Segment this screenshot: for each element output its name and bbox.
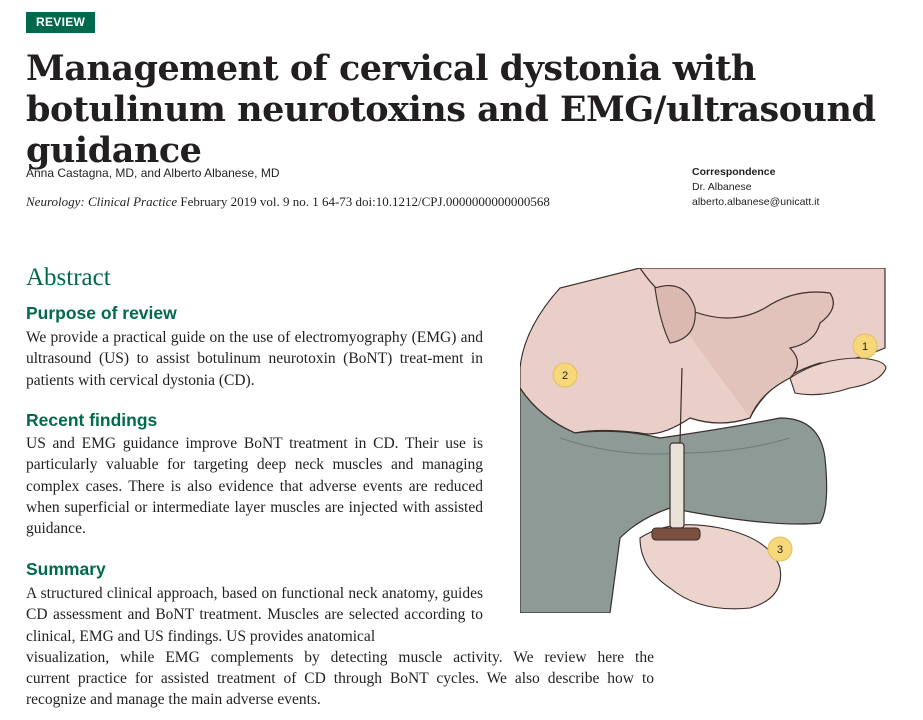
purpose-heading: Purpose of review [26,303,177,323]
citation-details: February 2019 vol. 9 no. 1 64-73 doi:10.1212/CPJ.0000000000000568 [177,194,550,209]
abstract-heading: Abstract [26,264,111,291]
article-title: Management of cervical dystonia with botulinum neurotoxins and EMG/ultrasound guidance [26,48,876,171]
findings-heading: Recent findings [26,410,158,430]
marker-1-label: 1 [861,341,869,353]
summary-heading: Summary [26,559,106,579]
purpose-text: We provide a practical guide on the use of electromyography (EMG) and ultrasound (US) to assist botulinum neurotoxin (BoNT) treat-ment in patients with cervical dystonia (CD). [26,329,483,389]
syringe-barrel [670,443,684,528]
correspondence-heading: Correspondence [692,166,776,178]
injection-illustration [520,268,890,613]
article-type-badge: REVIEW [26,12,95,33]
summary-text: A structured clinical approach, based on functional neck anatomy, guides CD assessment and BoNT treatment. Muscles are selected according to clinical, EMG and US findings. US provides anatomical [26,585,483,645]
journal-name: Neurology: Clinical Practice [26,194,178,209]
marker-3-label: 3 [776,544,784,556]
correspondence-email[interactable]: alberto.albanese@unicatt.it [692,196,820,208]
summary-line: current practice for assisted treatment of CD through BoNT cycles. We also describe how to [26,670,654,687]
correspondence-block [692,165,819,210]
syringe-plunger [652,528,700,540]
summary-line: visualization, while EMG complements by detecting muscle activity. We review here the [26,649,654,666]
summary-line: recognize and manage the main adverse events. [26,691,321,708]
findings-text: US and EMG guidance improve BoNT treatment in CD. Their use is particularly valuable for targeting deep neck muscles and managing complex cases. There is also evidence that adverse events are reduced when superficial or intermediate layer muscles are injected with assisted guidance. [26,435,483,538]
marker-2-label: 2 [561,370,569,382]
author-list: Anna Castagna, MD, and Alberto Albanese, MD [26,166,280,180]
correspondence-name: Dr. Albanese [692,181,752,193]
citation [26,194,550,210]
